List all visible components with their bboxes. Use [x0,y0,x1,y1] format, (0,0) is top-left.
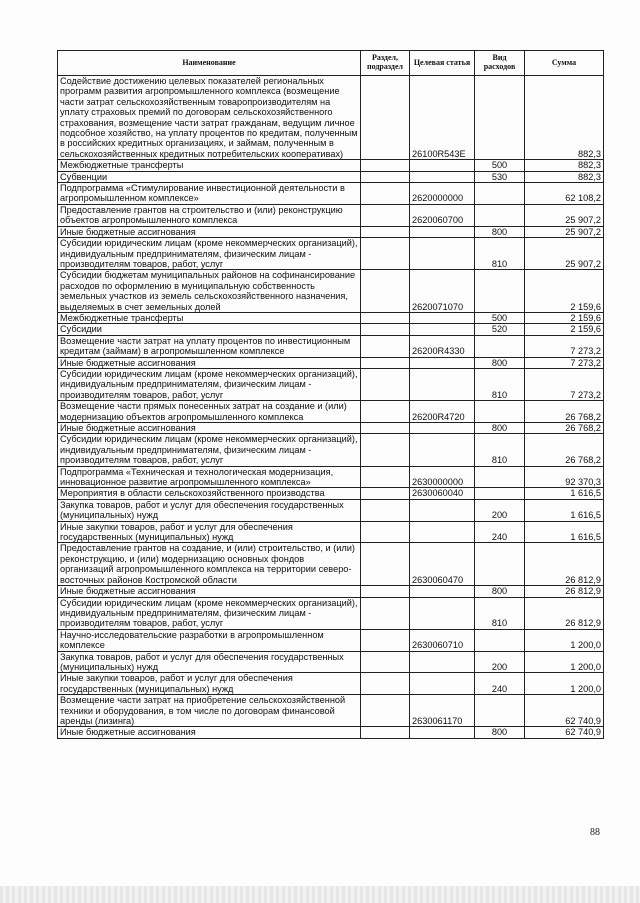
cell-name: Закупка товаров, работ и услуг для обеспечения государственных (муниципальных) нужд [58,499,361,521]
cell-name: Субсидии юридическим лицам (кроме некоммерческих организаций), индивидуальным предпринимателям, физическим лицам - производителям товаров, работ, услуг [58,597,361,629]
cell-sum: 2 159,6 [525,270,604,313]
cell-target [410,727,475,738]
cell-target [410,324,475,335]
cell-name: Закупка товаров, работ и услуг для обеспечения государственных (муниципальных) нужд [58,651,361,673]
cell-target: 26200R4720 [410,401,475,423]
table-row [58,204,604,226]
cell-name: Иные закупки товаров, работ и услуг для обеспечения государственных (муниципальных) нужд [58,521,361,543]
cell-kind: 500 [475,312,525,323]
cell-section [361,324,410,335]
cell-sum: 1 200,0 [525,629,604,651]
cell-name: Межбюджетные трансферты [58,312,361,323]
cell-section [361,335,410,357]
cell-sum: 62 740,9 [525,695,604,727]
cell-kind: 800 [475,727,525,738]
table-row [58,727,604,738]
cell-sum: 882,3 [525,160,604,171]
cell-section [361,673,410,695]
cell-section [361,521,410,543]
cell-section [361,368,410,400]
table-row [58,651,604,673]
table-row [58,673,604,695]
cell-target [410,499,475,521]
cell-name: Научно-исследовательские разработки в агропромышленном комплексе [58,629,361,651]
cell-sum: 26 812,9 [525,586,604,597]
cell-target [410,423,475,434]
cell-target: 26100R543E [410,76,475,160]
cell-sum: 25 907,2 [525,238,604,270]
cell-name: Иные бюджетные ассигнования [58,727,361,738]
cell-kind [475,270,525,313]
cell-section [361,270,410,313]
cell-name: Субсидии [58,324,361,335]
cell-sum: 26 768,2 [525,434,604,466]
cell-sum: 882,3 [525,76,604,160]
cell-section [361,183,410,205]
table-row [58,368,604,400]
cell-target [410,434,475,466]
cell-kind: 500 [475,160,525,171]
cell-name: Иные закупки товаров, работ и услуг для обеспечения государственных (муниципальных) нужд [58,673,361,695]
cell-section [361,597,410,629]
cell-kind: 200 [475,499,525,521]
cell-name: Иные бюджетные ассигнования [58,586,361,597]
cell-sum: 92 370,3 [525,466,604,488]
header-kind: Вид расходов [475,51,525,76]
cell-kind: 520 [475,324,525,335]
table-row [58,183,604,205]
cell-sum: 2 159,6 [525,324,604,335]
cell-target: 2620000000 [410,183,475,205]
table-row [58,324,604,335]
cell-section [361,238,410,270]
cell-name: Субсидии юридическим лицам (кроме некоммерческих организаций), индивидуальным предпринимателям, физическим лицам - производителям товаров, работ, услуг [58,434,361,466]
header-section: Раздел, подраздел [361,51,410,76]
cell-kind: 800 [475,226,525,237]
table-row [58,629,604,651]
cell-sum: 1 616,5 [525,488,604,499]
cell-name: Возмещение части прямых понесенных затрат на создание и (или) модернизацию объектов агропромышленного комплекса [58,401,361,423]
cell-kind [475,695,525,727]
cell-section [361,488,410,499]
cell-target: 2630000000 [410,466,475,488]
cell-target [410,521,475,543]
cell-target [410,673,475,695]
cell-kind [475,543,525,586]
cell-sum: 26 812,9 [525,597,604,629]
cell-section [361,76,410,160]
table-row [58,499,604,521]
cell-name: Возмещение части затрат на уплату процентов по инвестиционным кредитам (займам) в агропромышленном комплексе [58,335,361,357]
cell-section [361,727,410,738]
cell-kind: 800 [475,423,525,434]
cell-sum: 1 616,5 [525,499,604,521]
cell-sum: 62 740,9 [525,727,604,738]
cell-sum: 26 812,9 [525,543,604,586]
table-row [58,543,604,586]
cell-name: Субвенции [58,171,361,182]
cell-section [361,543,410,586]
cell-name: Предоставление грантов на создание, и (или) строительство, и (или) реконструкцию, и (или) модернизацию основных фондов организаций агропромышленного комплекса на территории северо-восточных районов Костромской области [58,543,361,586]
table-row [58,76,604,160]
cell-section [361,466,410,488]
table-row [58,423,604,434]
cell-name: Иные бюджетные ассигнования [58,226,361,237]
table-row [58,335,604,357]
table-row [58,597,604,629]
cell-section [361,357,410,368]
cell-sum: 1 200,0 [525,673,604,695]
table-header-row [58,51,604,76]
cell-section [361,312,410,323]
table-row [58,160,604,171]
cell-target [410,312,475,323]
table-row [58,312,604,323]
cell-section [361,651,410,673]
cell-section [361,226,410,237]
cell-kind [475,629,525,651]
budget-table [57,50,604,739]
table-row [58,171,604,182]
page-number: 88 [590,827,600,838]
cell-kind: 810 [475,238,525,270]
cell-sum: 1 200,0 [525,651,604,673]
cell-section [361,160,410,171]
table-row [58,238,604,270]
cell-sum: 7 273,2 [525,335,604,357]
cell-kind [475,466,525,488]
cell-kind [475,335,525,357]
table-row [58,466,604,488]
cell-section [361,171,410,182]
cell-kind: 240 [475,673,525,695]
cell-section [361,695,410,727]
header-target: Целевая статья [410,51,475,76]
cell-target [410,160,475,171]
cell-target [410,586,475,597]
table-row [58,488,604,499]
table-row [58,695,604,727]
table-row [58,586,604,597]
cell-target: 26200R4330 [410,335,475,357]
cell-sum: 1 616,5 [525,521,604,543]
cell-sum: 25 907,2 [525,204,604,226]
cell-name: Иные бюджетные ассигнования [58,357,361,368]
cell-target [410,368,475,400]
table-row [58,434,604,466]
cell-target: 2630060710 [410,629,475,651]
cell-section [361,586,410,597]
cell-kind: 810 [475,368,525,400]
cell-name: Субсидии юридическим лицам (кроме некоммерческих организаций), индивидуальным предпринимателям, физическим лицам - производителям товаров, работ, услуг [58,238,361,270]
cell-name: Предоставление грантов на строительство и (или) реконструкцию объектов агропромышленного комплекса [58,204,361,226]
cell-sum: 26 768,2 [525,401,604,423]
cell-section [361,204,410,226]
cell-section [361,499,410,521]
table-row [58,401,604,423]
cell-kind: 200 [475,651,525,673]
cell-name: Содействие достижению целевых показателей региональных программ развития агропромышленного комплекса (возмещение части затрат сельскохозяйственным товаропроизводителям на уплату страховых премий по договорам сельскохозяйственного страхования, возмещение части затрат гражданам, ведущим личное подсобное хозяйство, на уплату процентов по кредитам, полученным в российских кредитных организациях, и займам, полученным в сельскохозяйственных кредитных потребительских кооперативах) [58,76,361,160]
cell-kind: 810 [475,597,525,629]
cell-kind [475,183,525,205]
cell-sum: 25 907,2 [525,226,604,237]
table-row [58,521,604,543]
cell-target: 2630060040 [410,488,475,499]
cell-section [361,401,410,423]
cell-name: Подпрограмма «Техническая и технологическая модернизация, инновационное развитие агропромышленного комплекса» [58,466,361,488]
table-row [58,270,604,313]
table-row [58,357,604,368]
cell-name: Субсидии бюджетам муниципальных районов на софинансирование расходов по оформлению в муниципальную собственность земельных участков из земель сельскохозяйственного назначения, выделяемых в счет земельных долей [58,270,361,313]
cell-sum: 7 273,2 [525,357,604,368]
cell-sum: 2 159,6 [525,312,604,323]
cell-kind [475,401,525,423]
cell-sum: 62 108,2 [525,183,604,205]
cell-name: Возмещение части затрат на приобретение сельскохозяйственной техники и оборудования, в том числе по договорам финансовой аренды (лизинга) [58,695,361,727]
cell-name: Межбюджетные трансферты [58,160,361,171]
cell-target [410,238,475,270]
cell-kind: 810 [475,434,525,466]
cell-sum: 26 768,2 [525,423,604,434]
cell-name: Мероприятия в области сельскохозяйственного производства [58,488,361,499]
cell-target [410,226,475,237]
cell-target: 2620060700 [410,204,475,226]
header-sum: Сумма [525,51,604,76]
cell-target [410,597,475,629]
cell-kind [475,204,525,226]
cell-sum: 882,3 [525,171,604,182]
cell-section [361,629,410,651]
header-name: Наименование [58,51,361,76]
cell-kind: 800 [475,586,525,597]
cell-target: 2630061170 [410,695,475,727]
cell-target [410,171,475,182]
scan-edge [0,886,640,903]
cell-kind [475,488,525,499]
cell-kind: 240 [475,521,525,543]
cell-target: 2620071070 [410,270,475,313]
cell-section [361,434,410,466]
cell-name: Иные бюджетные ассигнования [58,423,361,434]
table-row [58,226,604,237]
cell-name: Подпрограмма «Стимулирование инвестиционной деятельности в агропромышленном комплексе» [58,183,361,205]
cell-name: Субсидии юридическим лицам (кроме некоммерческих организаций), индивидуальным предпринимателям, физическим лицам - производителям товаров, работ, услуг [58,368,361,400]
cell-target [410,651,475,673]
cell-target: 2630060470 [410,543,475,586]
table-body [58,76,604,739]
cell-kind [475,76,525,160]
cell-kind: 800 [475,357,525,368]
cell-kind: 530 [475,171,525,182]
cell-section [361,423,410,434]
cell-target [410,357,475,368]
cell-sum: 7 273,2 [525,368,604,400]
